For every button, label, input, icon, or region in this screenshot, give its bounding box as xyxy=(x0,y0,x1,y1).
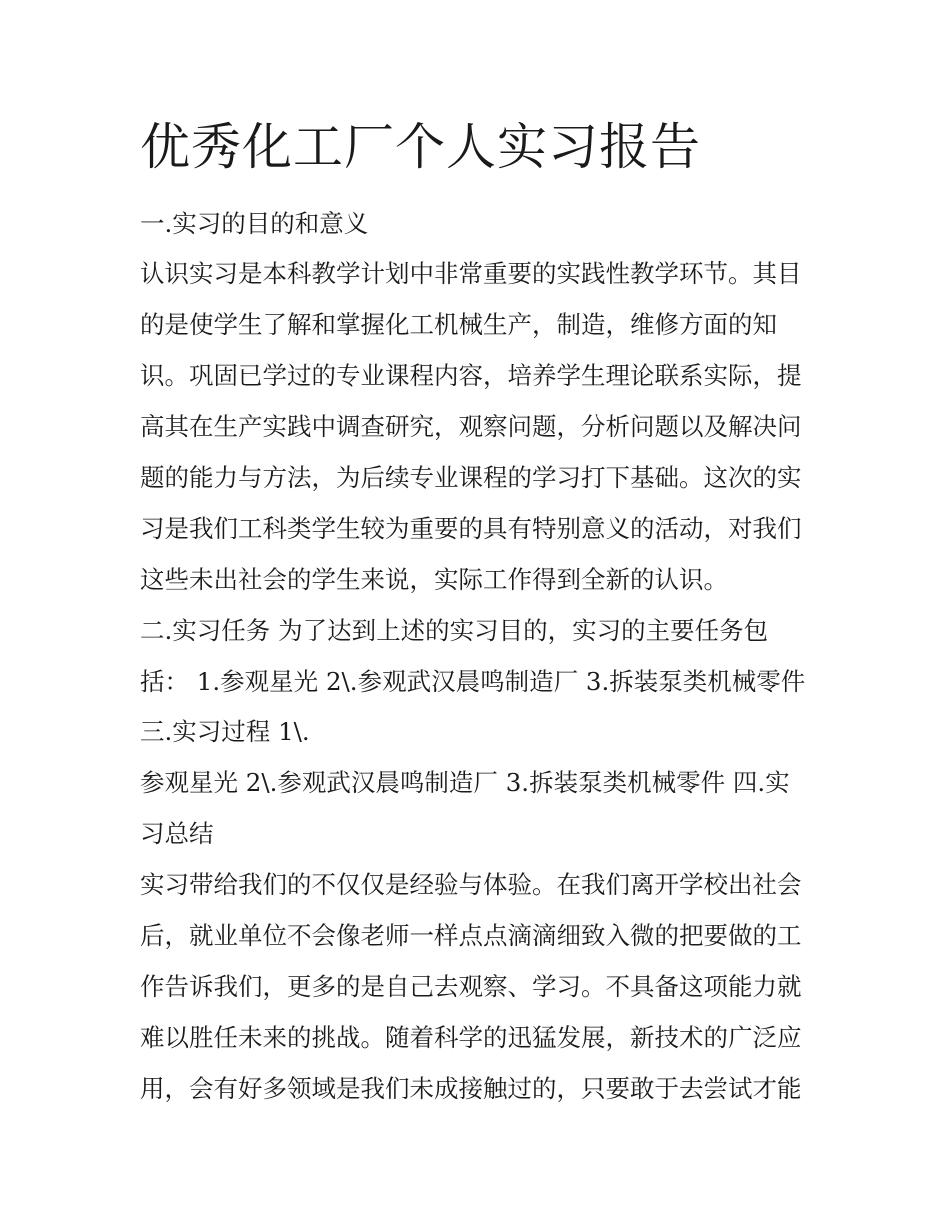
body-line: 题的能力与方法，为后续专业课程的学习打下基础。这次的实 xyxy=(140,463,802,492)
section-heading-purpose: 一.实习的目的和意义 xyxy=(140,209,369,238)
section-heading-process: 三.实习过程 1\. xyxy=(140,717,310,746)
section-heading-summary: 习总结 xyxy=(140,819,214,848)
body-line: 作告诉我们，更多的是自己去观察、学习。不具备这项能力就 xyxy=(140,972,802,1001)
body-line: 高其在生产实践中调查研究，观察问题，分析问题以及解决问 xyxy=(140,412,802,441)
body-line: 这些未出社会的学生来说，实际工作得到全新的认识。 xyxy=(140,565,728,594)
body-line: 习是我们工科类学生较为重要的具有特别意义的活动，对我们 xyxy=(140,514,802,543)
body-line: 实习带给我们的不仅仅是经验与体验。在我们离开学校出社会 xyxy=(140,870,802,899)
body-line: 认识实习是本科教学计划中非常重要的实践性教学环节。其目 xyxy=(140,259,802,288)
body-line: 的是使学生了解和掌握化工机械生产，制造，维修方面的知 xyxy=(140,310,777,339)
body-line: 参观星光 2\.参观武汉晨鸣制造厂 3.拆装泵类机械零件 四.实 xyxy=(140,768,790,797)
body-line: 用，会有好多领域是我们未成接触过的，只要敢于去尝试才能 xyxy=(140,1074,802,1103)
section-heading-tasks: 二.实习任务 为了达到上述的实习目的，实习的主要任务包 xyxy=(140,616,769,645)
body-line: 难以胜任未来的挑战。随着科学的迅猛发展，新技术的广泛应 xyxy=(140,1023,802,1052)
body-line: 识。巩固已学过的专业课程内容，培养学生理论联系实际，提 xyxy=(140,361,802,390)
document-title: 优秀化工厂个人实习报告 xyxy=(140,118,701,176)
body-line: 括： 1.参观星光 2\.参观武汉晨鸣制造厂 3.拆装泵类机械零件 xyxy=(140,667,806,696)
body-line: 后，就业单位不会像老师一样点点滴滴细致入微的把要做的工 xyxy=(140,921,802,950)
